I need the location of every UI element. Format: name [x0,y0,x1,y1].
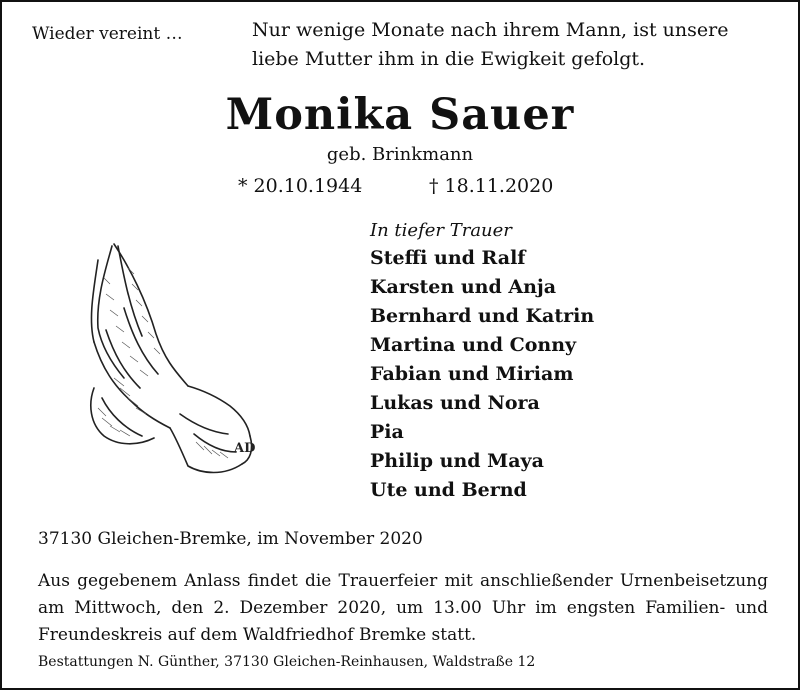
mourner: Karsten und Anja [370,276,557,298]
mourner: Steffi und Ralf [370,247,526,269]
header-line: liebe Mutter ihm in die Ewigkeit gefolgt. [252,48,646,70]
mourner: Fabian und Miriam [370,363,574,385]
death-date: † 18.11.2020 [429,175,554,197]
birth-date: * 20.10.1944 [238,175,363,197]
mourner: Philip und Maya [370,450,544,472]
deceased-name: Monika Sauer [225,90,575,140]
intro-text: Wieder vereint … [32,24,183,44]
mourner: Lukas und Nora [370,392,540,414]
praying-hands-icon [84,238,264,482]
mourner: Pia [370,421,404,443]
place-date: 37130 Gleichen-Bremke, im November 2020 [38,529,423,549]
maiden-name: geb. Brinkmann [326,144,474,165]
mourner: Martina und Conny [370,334,577,356]
mourners-block [370,218,594,505]
undertaker-info: Bestattungen N. Günther, 37130 Gleichen-Reinhausen, Waldstraße 12 [38,654,536,670]
announcement-text: Aus gegebenem Anlass findet die Trauerfeier mit anschließender Urnenbeisetzung am Mittwoch, den 2. Dezember 2020, um 13.00 Uhr im engsten Familien- und Freundeskreis auf dem Waldfriedhof Bremke statt. [38,571,768,645]
header-line: Nur wenige Monate nach ihrem Mann, ist unsere [252,19,729,41]
mourning-intro: In tiefer Trauer [370,220,512,241]
mourner: Bernhard und Katrin [370,305,595,327]
mourner: Ute und Bernd [370,479,527,501]
monogram: AD [234,441,256,456]
header-text [252,16,772,74]
